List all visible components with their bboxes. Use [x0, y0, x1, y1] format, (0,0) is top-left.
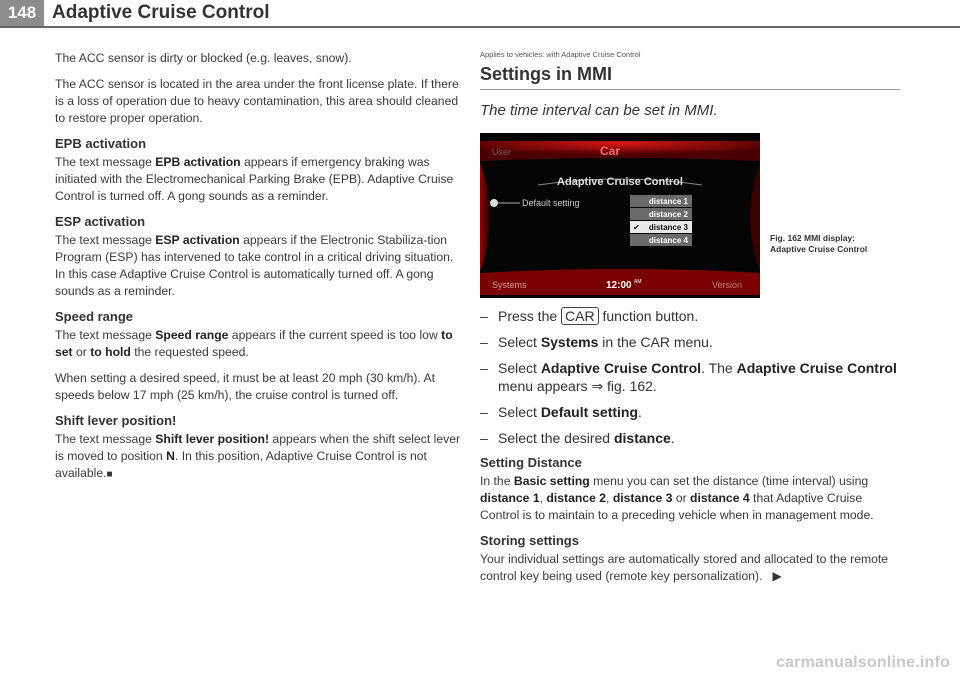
dist-t4: ,	[606, 491, 613, 505]
car-key-label: CAR	[561, 307, 599, 325]
step-3-mid: . The	[701, 360, 737, 376]
mmi-distance-option: distance 1	[648, 197, 688, 206]
mmi-display-image	[480, 133, 760, 298]
speed-bold2: to set	[55, 328, 453, 359]
header-rule	[0, 26, 960, 28]
step-2-bold: Systems	[540, 334, 599, 350]
step-dash: –	[480, 334, 488, 350]
mmi-clock: 12:00	[606, 280, 632, 291]
figure-caption: Fig. 162 MMI display: Adaptive Cruise Control	[770, 233, 868, 254]
mmi-distance-option: distance 3	[648, 223, 688, 232]
storing-settings-paragraph	[480, 551, 900, 585]
mmi-distance-option: distance 2	[648, 210, 688, 219]
step-4-post: .	[638, 404, 642, 420]
dist-b1: Basic setting	[513, 474, 590, 488]
speed-mid2: or	[72, 345, 91, 359]
esp-pre: The text message	[55, 233, 156, 247]
epb-pre: The text message	[55, 155, 156, 169]
step-5-bold: distance	[613, 430, 671, 446]
right-column	[480, 50, 900, 594]
shift-bold: Shift lever position!	[155, 432, 270, 446]
mmi-systems-label: Systems	[492, 280, 527, 290]
step-3-bold: Adaptive Cruise Control	[540, 360, 702, 376]
dist-t2: menu you can set the distance (time interval) using	[589, 474, 869, 488]
step-4	[480, 403, 900, 421]
mmi-version-label: Version	[712, 280, 743, 290]
checkmark-icon: ✔	[633, 223, 640, 232]
step-1	[480, 307, 900, 325]
speed-bold3: to hold	[90, 345, 131, 359]
figure-162	[480, 133, 900, 303]
shift-pre: The text message	[55, 432, 156, 446]
step-1-post: function button.	[598, 308, 699, 324]
epb-heading: EPB activation	[55, 136, 147, 151]
mmi-user-label: User	[492, 147, 512, 157]
step-2-pre: Select	[498, 334, 541, 350]
step-dash: –	[480, 308, 488, 324]
section-lede: The time interval can be set in MMI.	[480, 102, 718, 119]
step-5-post: .	[670, 430, 675, 446]
step-2-post: in the CAR menu.	[598, 334, 713, 350]
watermark-text: carmanualsonline.info	[775, 654, 950, 671]
applies-to-note: Applies to vehicles: with Adaptive Cruise Control	[480, 50, 641, 59]
speed-heading: Speed range	[55, 309, 134, 324]
dist-t3: ,	[539, 491, 547, 505]
page-header-title: Adaptive Cruise Control	[52, 2, 270, 23]
step-4-pre: Select	[498, 404, 541, 420]
step-3	[480, 359, 900, 395]
epb-paragraph	[55, 154, 465, 205]
setting-distance-heading: Setting Distance	[480, 455, 582, 470]
page-number	[0, 0, 44, 26]
esp-bold: ESP activation	[155, 233, 240, 247]
step-1-pre: Press the	[498, 308, 562, 324]
speed-paragraph-2: When setting a desired speed, it must be at least 20 mph (30 km/h). At speeds below 17 mph (25 km/h), the cruise control is turned off.	[55, 371, 436, 402]
continue-arrow-icon: ▶	[772, 569, 782, 583]
step-dash: –	[480, 430, 488, 446]
dist-b5: distance 4	[690, 491, 750, 505]
dist-t6: that Adaptive Cruise Control is to maintain to a preceding vehicle when in management mode.	[480, 491, 874, 522]
mmi-menu-title: Adaptive Cruise Control	[557, 176, 683, 188]
dist-b2: distance 1	[480, 491, 540, 505]
epb-post: appears if emergency braking was initiated with the Electromechanical Parking Brake (EPB). Adaptive Cruise Control is turned off. A gong sounds as a reminder.	[55, 155, 454, 203]
dist-b3: distance 2	[546, 491, 607, 505]
mmi-clock-am: AM	[634, 279, 642, 285]
step-5	[480, 429, 900, 447]
step-4-bold: Default setting	[540, 404, 639, 420]
epb-bold: EPB activation	[155, 155, 241, 169]
step-3-post: menu appears ⇒ fig. 162.	[498, 378, 657, 394]
shift-paragraph	[55, 431, 465, 483]
page-number-text: 148	[7, 3, 37, 22]
shift-mid: appears when the shift select lever is moved to position	[55, 432, 461, 463]
dist-t5: or	[672, 491, 691, 505]
instruction-steps	[480, 307, 900, 447]
step-2	[480, 333, 900, 351]
mmi-default-setting-label: Default setting	[522, 198, 580, 208]
section-title: Settings in MMI	[480, 64, 900, 90]
esp-heading: ESP activation	[55, 214, 146, 229]
speed-paragraph-1	[55, 327, 465, 361]
mmi-car-label: Car	[600, 144, 621, 158]
setting-distance-paragraph	[480, 473, 900, 524]
intro-paragraph-2: The ACC sensor is located in the area under the front license plate. If there is a loss of operation due to heavy contamination, this area should cleaned to restore proper operation.	[55, 77, 459, 125]
esp-paragraph	[55, 232, 465, 300]
shift-heading: Shift lever position!	[55, 413, 177, 428]
dist-b4: distance 3	[612, 491, 673, 505]
intro-paragraph-1: The ACC sensor is dirty or blocked (e.g. leaves, snow).	[55, 51, 352, 65]
step-5-pre: Select the desired	[498, 430, 614, 446]
dist-t1: In the	[480, 474, 514, 488]
esp-post: appears if the Electronic Stabiliza-tion Program (ESP) has intervened to take control in a critical driving situation. In this case Adaptive Cruise Control is automatically turned off. A gong sounds as a reminder.	[55, 233, 454, 298]
section-end-marker: ■	[106, 469, 113, 480]
step-dash: –	[480, 360, 488, 376]
speed-post: the requested speed.	[130, 345, 249, 359]
store-text: Your individual settings are automatically stored and allocated to the remote control key being used (remote key personalization).	[480, 552, 889, 583]
speed-bold: Speed range	[155, 328, 229, 342]
step-3-bold2: Adaptive Cruise Control	[736, 360, 897, 376]
mmi-selector-dot	[490, 199, 498, 207]
storing-settings-heading: Storing settings	[480, 533, 579, 548]
shift-post: . In this position, Adaptive Cruise Control is not available.	[55, 449, 427, 480]
speed-mid1: appears if the current speed is too low	[228, 328, 442, 342]
shift-bold2: N	[166, 449, 175, 463]
speed-pre: The text message	[55, 328, 156, 342]
left-column	[55, 50, 465, 492]
step-dash: –	[480, 404, 488, 420]
mmi-distance-option: distance 4	[648, 236, 688, 245]
step-3-pre: Select	[498, 360, 541, 376]
